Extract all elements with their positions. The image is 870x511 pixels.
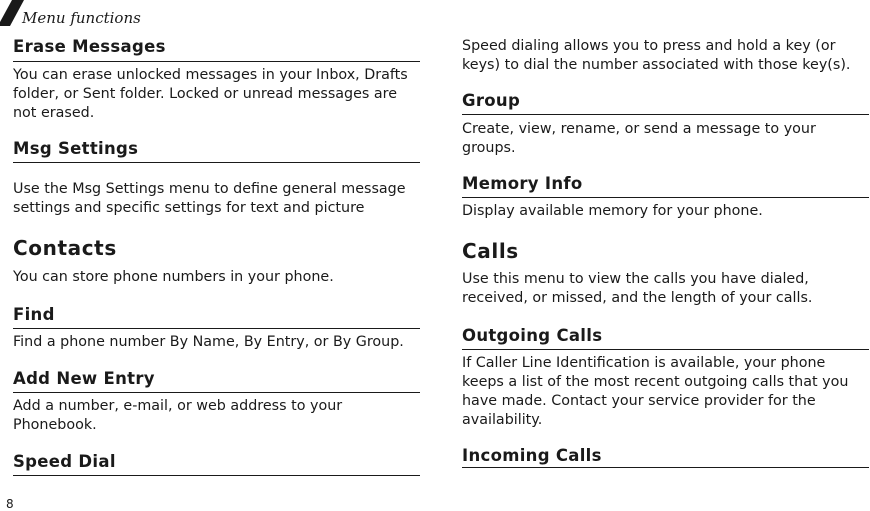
calls-text: Use this menu to view the calls you have dialed, received, or missed, and the length of your calls. xyxy=(462,271,813,306)
running-header: Menu functions xyxy=(22,9,141,27)
calls-heading: Calls xyxy=(462,239,519,263)
group-text: Create, view, rename, or send a message to your groups. xyxy=(462,121,816,156)
section-rule xyxy=(13,475,420,476)
section-rule xyxy=(13,392,420,393)
contacts-heading: Contacts xyxy=(13,236,117,260)
memory-info-heading: Memory Info xyxy=(462,174,583,193)
contacts-text: You can store phone numbers in your phone. xyxy=(13,269,334,285)
section-rule xyxy=(462,114,869,115)
speed-dial-heading: Speed Dial xyxy=(13,452,116,471)
header-tab-shape xyxy=(0,0,24,26)
section-rule xyxy=(13,162,420,163)
outgoing-calls-text: If Caller Line Identification is available, your phone keeps a list of the most recent outgoing calls that you have made. Contact your service provider for the availability. xyxy=(462,355,849,428)
find-heading: Find xyxy=(13,305,55,324)
erase-messages-heading: Erase Messages xyxy=(13,37,166,56)
section-rule xyxy=(462,349,869,350)
page-number: 8 xyxy=(6,497,14,511)
msg-settings-heading: Msg Settings xyxy=(13,139,139,158)
outgoing-calls-heading: Outgoing Calls xyxy=(462,326,603,345)
section-rule xyxy=(13,328,420,329)
memory-info-text: Display available memory for your phone. xyxy=(462,203,763,219)
incoming-calls-heading: Incoming Calls xyxy=(462,446,602,465)
group-heading: Group xyxy=(462,91,521,110)
section-rule xyxy=(462,197,869,198)
section-rule xyxy=(462,467,869,468)
speed-dial-text: Speed dialing allows you to press and hold a key (or keys) to dial the number associated with those key(s). xyxy=(462,38,851,73)
msg-settings-text: Use the Msg Settings menu to define general message settings and specific settings for text and picture xyxy=(13,181,406,216)
section-rule xyxy=(13,61,420,62)
erase-messages-text: You can erase unlocked messages in your Inbox, Drafts folder, or Sent folder. Locked or unread messages are not erased. xyxy=(13,67,408,121)
add-new-entry-text: Add a number, e-mail, or web address to your Phonebook. xyxy=(13,398,343,433)
find-text: Find a phone number By Name, By Entry, or By Group. xyxy=(13,334,404,350)
add-new-entry-heading: Add New Entry xyxy=(13,369,155,388)
